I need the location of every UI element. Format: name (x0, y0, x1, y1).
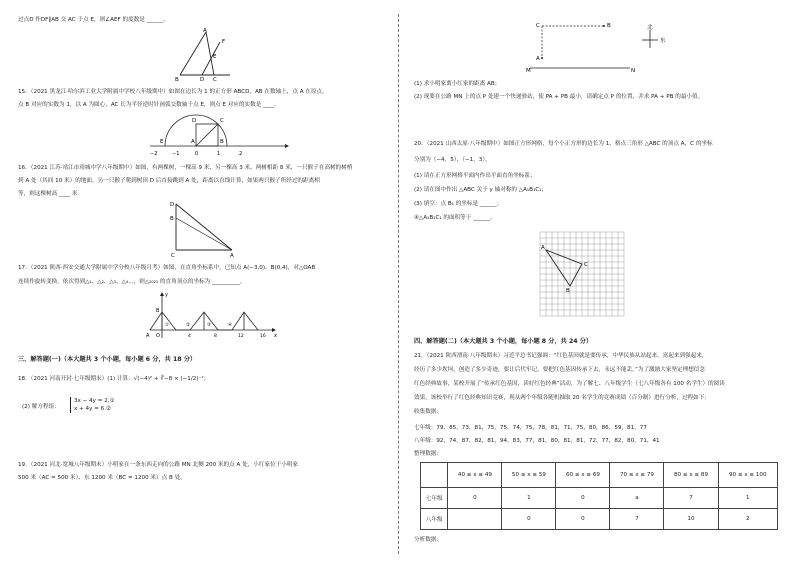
table-cell: 7 (664, 488, 718, 509)
figure-q15 (150, 112, 290, 162)
fig17-mark-1: ① (165, 323, 170, 328)
fig15-label-C: C (220, 118, 224, 124)
left-column (0, 0, 392, 562)
grade8-scores: 八年级：92，74，87，82，81，94，83，77，81，80，81，81，72，77，82，80，71，41 (414, 438, 660, 444)
fig19-east: 东 (660, 38, 666, 44)
fig14-label-A: A (203, 28, 207, 34)
table-cell: 0 (556, 488, 610, 509)
fig14-label-F: F (222, 39, 226, 45)
table-cell: 七年级 (421, 488, 448, 509)
analyze-label: 分析数据： (414, 537, 442, 543)
fig19-label-C: C (536, 23, 540, 29)
q16-line-3: 等，则这棵树高 ____ 米 (18, 191, 78, 197)
fig14-label-D: D (200, 77, 205, 83)
q21-line-1: 21．（2021 陕西渭南·八年级期末）习近平总书记强调：“红色基因就是要传承，中华民族从站起来、富起来到强起来， (414, 353, 708, 359)
fig15-tick-m2: −2 (150, 151, 158, 157)
fig17-mark-2: ② (186, 323, 191, 328)
fig15-tick-1: 1 (217, 151, 221, 157)
grade7-scores: 七年级：79，85，73，81，75，75，74，75，78，81，71，75，80，86，59，81，77 (414, 425, 647, 431)
q21-line-2: 经历了多少坎坷，创造了多少奇迹，要让后代牢记，要把红色基因传承下去，永远不能丢。”为了激励大家坚定理想信念 (414, 367, 705, 373)
fig15-tick-2: 2 (239, 151, 243, 157)
table-cell: 1 (502, 488, 556, 509)
fig16-label-B: B (170, 216, 174, 222)
table-header-cell: 90 ≤ x ≤ 100 (718, 463, 778, 488)
fig15-label-D: D (192, 118, 197, 124)
figure-q19 (526, 22, 780, 77)
q21-line-4: 效果，该校举行了红色经典知识竞赛，现从两个年级各随机抽取 20 名学生的竞赛成绩（百分制）进行分析，过程如下： (414, 395, 710, 401)
q19-sub-1: (1) 求小明家离小红家的距离 AB； (414, 81, 501, 87)
fig15-tick-0: 0 (195, 151, 199, 157)
fig17-label-A: A (146, 333, 150, 339)
figure-q17 (140, 290, 280, 340)
fig16-label-C: C (171, 253, 175, 259)
table-header-cell: 60 ≤ x ≤ 69 (556, 463, 610, 488)
fig17-label-x: x (274, 333, 277, 339)
q18-eq2: x + 4y = 6.② (74, 406, 112, 412)
table-cell: 10 (664, 509, 718, 530)
q18-part1: 18．（2021 河南开封·七年级期末）(1) 计算：√(−4)² + ∛−8 × (−1/2)⁻²； (18, 376, 210, 382)
right-column (402, 0, 794, 562)
table-cell: 0 (502, 509, 556, 530)
fig17-label-O: O (156, 333, 160, 339)
fig19-label-A: A (536, 56, 540, 62)
q20-sub-3: (3) 填空：点 B₁ 的坐标是 ______； (414, 201, 503, 207)
fig17-tick-16: 16 (260, 334, 266, 339)
q18-eq1: 3x − 4y = 2,① (74, 398, 115, 404)
table-header-cell: 40 ≤ x ≤ 49 (448, 463, 502, 488)
fig15-label-B: B (220, 139, 224, 145)
fig19-north: 北 (647, 25, 653, 31)
q21-line-3: 红色经典故事，某校开展了“传承红色基因，读好红色经典”活动，为了解七、八年级学生（七八年级各有 100 名学生）的阅读 (414, 381, 725, 387)
table-cell: 2 (718, 509, 778, 530)
q20-line-1: 20．（2021 山西太原·八年级期中）如图正方形网格，每个小正方形的边长为 1，格点三角形 △ABC 的顶点 A，C 的坐标 (414, 141, 713, 147)
fig19-label-M: M (526, 68, 531, 74)
figure-q16 (168, 200, 243, 258)
q16-line-2: 到 A 处（其间 10 米）的地面。另一只猴子爬到树顶 D 后直接跳到 A 处，距离以直线计算，如果两只猴子所经过的距离相 (18, 178, 320, 184)
fig20-label-B: B (566, 288, 570, 294)
table-cell: 7 (610, 509, 664, 530)
section-3-heading: 三、解答题(一)（本大题共 3 个小题，每小题 6 分，共 18 分） (18, 356, 197, 363)
table-header-cell: 50 ≤ x ≤ 59 (502, 463, 556, 488)
fig17-tick-8: 8 (214, 334, 217, 339)
q17-line-2: 连续作旋转变换，依次得到△₁、△₂、△₃、△₄…，则△₂₀₂₁ 的直角顶点的坐标为 __________。 (18, 279, 246, 285)
q16-line-1: 16．（2021 江苏·靖江市靖城中学八年级期中）如图，有两棵树，一棵高 9 米，另一棵高 3 米，两树相距 8 米，一只猴子在高树的树梢 (18, 165, 353, 171)
q17-line-1: 17．（2021 陕西·西安交通大学附属中学分校八年级月考）如图，在直角坐标系中，已知点 A(−3,0)、B(0,4)，对△OAB (18, 265, 316, 271)
table-row (421, 488, 778, 509)
fig14-label-E: E (213, 54, 217, 60)
q21-line-5: 收集数据： (414, 409, 442, 415)
q20-sub-1: (1) 请在正方形网格平面内作出平面直角坐标系； (414, 173, 536, 179)
q18-equation-system (70, 397, 115, 413)
fig15-tick-m1: −1 (172, 151, 180, 157)
fig20-label-A: A (541, 245, 545, 251)
fig17-mark-3: ③ (207, 323, 212, 328)
q19-sub-2: (2) 现要在公路 MN 上的点 P 处建一个快递驿站，使 PA + PB 最小，请确定点 P 的位置，并求 PA + PB 的最小值。 (414, 94, 704, 100)
fig19-label-B: B (607, 23, 611, 29)
q15-line-2: 点 B 对应的实数为 1，以 A 为圆心，AC 长为半径逆时针画弧交数轴于点 E，则点 E 对应的实数是 ____。 (18, 102, 280, 108)
figure-q20-grid (540, 230, 636, 320)
table-cell: 0 (448, 488, 502, 509)
table-cell: 1 (718, 488, 778, 509)
fig14-label-C: C (213, 77, 217, 83)
table-header-row (421, 463, 778, 488)
q20-line-2: 分别为（−4，5），（−1，3）。 (414, 157, 491, 163)
fig16-label-A: A (230, 253, 234, 259)
fig17-label-y: y (165, 292, 168, 298)
q19-line-2: 500 米（AC = 500 米）、东 1200 米（BC = 1200 米）点 B 处。 (18, 475, 186, 481)
table-cell: 八年级 (421, 509, 448, 530)
fig15-label-E: E (160, 139, 164, 145)
q14-tail: 过点D 作DF∥AB 交 AC 于点 E，则∠AEF 的度数是 ______。 (18, 17, 170, 23)
figure-q14 (170, 30, 240, 82)
table-row (421, 509, 778, 530)
q20-sub-2: (2) 请在图中作出 △ABC 关于 y 轴对称的 △A₁B₁C₁； (414, 187, 547, 193)
fig17-tick-12: 12 (238, 334, 244, 339)
fig16-label-D: D (170, 202, 175, 208)
q20-sub-4: ④△A₁B₁C₁ 的面积等于 ______。 (414, 215, 496, 221)
table-cell: a (610, 488, 664, 509)
table-header-cell: 70 ≤ x ≤ 79 (610, 463, 664, 488)
table-header-cell (421, 463, 448, 488)
column-divider (398, 14, 399, 554)
table-header-cell: 80 ≤ x ≤ 89 (664, 463, 718, 488)
q18-part2-lead: (2) 解方程组： (22, 404, 60, 410)
fig17-mark-4: ④ (228, 323, 233, 328)
fig19-label-N: N (631, 68, 636, 74)
fig17-label-B: B (156, 308, 160, 314)
section-4-heading: 四、解答题(二)（本大题共 3 个小题，每小题 8 分，共 24 分） (414, 338, 593, 345)
q19-line-1: 19．（2021 河北·宽城八年级期末）小明家在一条东西走向的公路 MN 北侧 200 米的点 A 处，小红家位于小明家 (18, 462, 299, 468)
fig15-label-A: A (191, 139, 195, 145)
table-cell (448, 509, 502, 530)
table-cell: 0 (556, 509, 610, 530)
score-distribution-table (420, 462, 778, 530)
fig17-tick-4: 4 (188, 334, 191, 339)
fig14-label-B: B (175, 77, 179, 83)
organize-label: 整理数据： (414, 451, 442, 457)
q15-line-1: 15．（2021 黑龙江·哈尔滨工业大学附属中学校八年级期中）如图在边长为 1 的正方形 ABCD，AB 在数轴上，点 A 在原点， (18, 89, 328, 95)
fig20-label-C: C (584, 262, 588, 268)
